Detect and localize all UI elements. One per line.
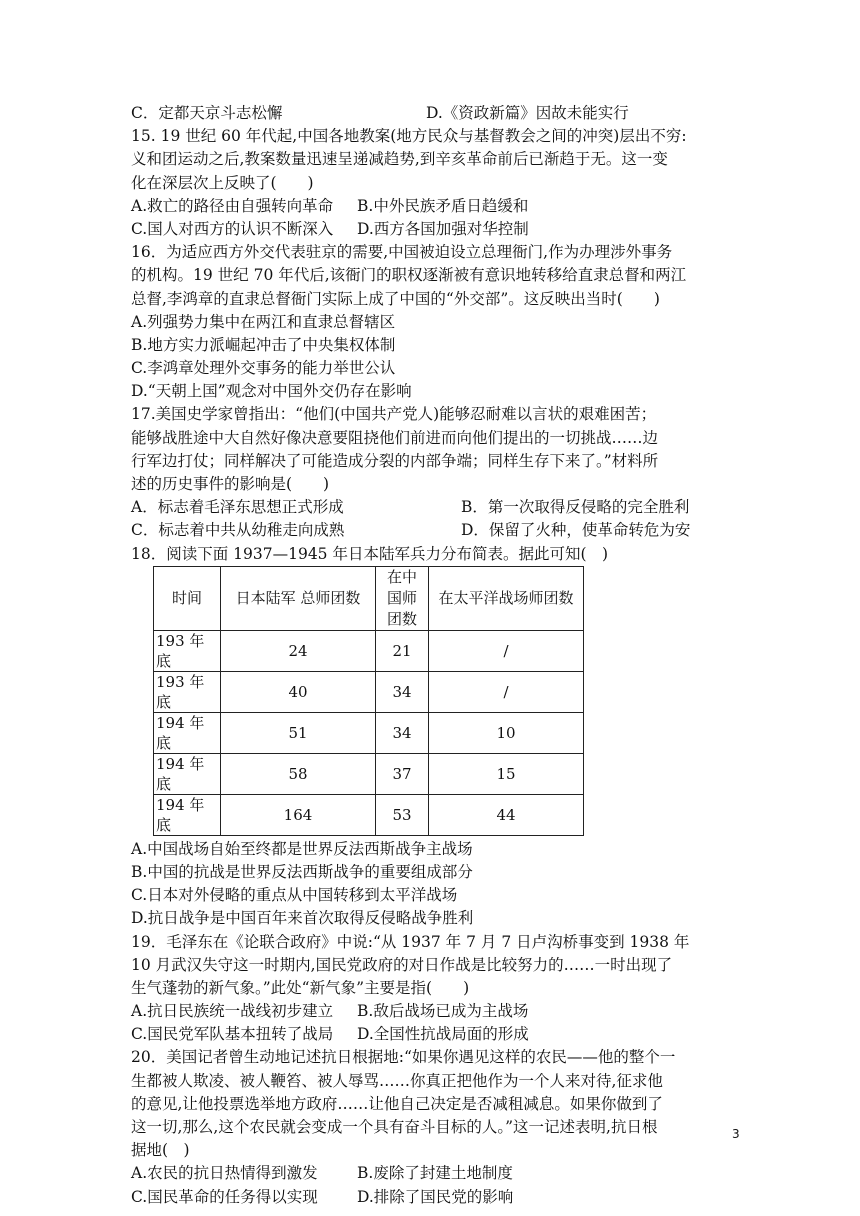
text-line: D.“天朝上国”观念对中国外交仍存在影响 [131, 382, 412, 401]
text-line: 的机构。19 世纪 70 年代后,该衙门的职权逐渐被有意识地转移给直隶总督和两江 [131, 266, 687, 285]
text-line: 述的历史事件的影响是( ) [131, 475, 330, 493]
option-text: C.国人对西方的认识不断深入 [131, 219, 334, 238]
table-cell: 53 [376, 794, 429, 835]
option-row [131, 496, 731, 519]
table-cell: 37 [376, 753, 429, 794]
question-block-top [131, 102, 731, 566]
table-cell: 194 年底 [154, 794, 221, 835]
text-line: C.日本对外侵略的重点从中国转移到太平洋战场 [131, 886, 458, 905]
table-cell: 58 [221, 753, 376, 794]
option-row [131, 519, 731, 542]
text-line: A.列强势力集中在两江和直隶总督辖区 [131, 312, 396, 331]
option-row [131, 218, 731, 241]
header-pacific-divisions: 在太平洋战场师团数 [429, 566, 584, 630]
text-line: 行军边打仗；同样解决了可能造成分裂的内部争端；同样生存下来了。”材料所 [131, 451, 659, 470]
option-text: C．标志着中共从幼稚走向成熟 [131, 521, 345, 540]
table-cell: 44 [429, 794, 584, 835]
table-row [154, 671, 584, 712]
troop-distribution-table [153, 566, 584, 836]
table-cell: 34 [376, 671, 429, 712]
page-content [131, 102, 731, 1209]
option-row [131, 102, 731, 125]
option-text: A.抗日民族统一战线初步建立 [131, 1002, 334, 1021]
option-text: D.排除了国民党的影响 [357, 1187, 514, 1206]
text-line: 这一切,那么,这个农民就会变成一个具有奋斗目标的人。”这一记述表明,抗日根 [131, 1118, 658, 1136]
table-row [154, 630, 584, 671]
page-number: 3 [732, 1127, 740, 1141]
table-row [154, 753, 584, 794]
table-row [154, 712, 584, 753]
troop-table-wrap [153, 566, 731, 836]
option-text: C.国民革命的任务得以实现 [131, 1187, 318, 1206]
question-block-bottom [131, 838, 731, 1209]
text-line: B.中国的抗战是世界反法西斯战争的重要组成部分 [131, 862, 473, 881]
option-row [131, 1000, 731, 1023]
text-line: C.李鸿章处理外交事务的能力举世公认 [131, 359, 396, 378]
option-text: B.敌后战场已成为主战场 [357, 1002, 529, 1021]
table-cell: 15 [429, 753, 584, 794]
table-row [154, 794, 584, 835]
table-cell: 24 [221, 630, 376, 671]
header-total-divisions: 日本陆军 总师团数 [221, 566, 376, 630]
table-cell: 193 年底 [154, 671, 221, 712]
option-text: C.国民党军队基本扭转了战局 [131, 1025, 334, 1044]
table-cell: / [429, 630, 584, 671]
header-china-divisions: 在中国师团数 [376, 566, 429, 630]
text-line: 15. 19 世纪 60 年代起,中国各地教案(地方民众与基督教会之间的冲突)层出不穷: [131, 127, 687, 146]
option-text: A．标志着毛泽东思想正式形成 [131, 498, 344, 517]
text-line: 生都被人欺凌、被人鞭笞、被人辱骂……你真正把他作为一个人来对待,征求他 [131, 1071, 663, 1090]
table-cell: 164 [221, 794, 376, 835]
option-text: D.全国性抗战局面的形成 [357, 1025, 529, 1044]
text-line: D.抗日战争是中国百年来首次取得反侵略战争胜利 [131, 909, 474, 928]
table-body [154, 630, 584, 835]
text-line: 16．为适应西方外交代表驻京的需要,中国被迫设立总理衙门,作为办理涉外事务 [131, 243, 673, 262]
header-time: 时间 [154, 566, 221, 630]
text-line: 生气蓬勃的新气象。”此处“新气象”主要是指( ) [131, 978, 470, 997]
text-line: 的意见,让他投票选举地方政府……让他自己决定是否减租减息。如果你做到了 [131, 1094, 663, 1113]
option-text: D.西方各国加强对华控制 [357, 219, 529, 238]
table-cell: 51 [221, 712, 376, 753]
text-line: 10 月武汉失守这一时期内,国民党政府的对日作战是比较努力的……一时出现了 [131, 955, 673, 974]
option-text: B.中外民族矛盾日趋缓和 [357, 196, 529, 215]
table-cell: 40 [221, 671, 376, 712]
text-line: 19．毛泽东在《论联合政府》中说:“从 1937 年 7 月 7 日卢沟桥事变到 1938 年 [131, 932, 690, 951]
text-line: B.地方实力派崛起冲击了中央集权体制 [131, 335, 396, 354]
option-text: D.《资政新篇》因故未能实行 [426, 104, 629, 122]
option-text: D．保留了火种，使革命转危为安 [461, 521, 691, 540]
text-line: A.中国战场自始至终都是世界反法西斯战争主战场 [131, 839, 473, 858]
table-cell: / [429, 671, 584, 712]
table-cell: 194 年底 [154, 753, 221, 794]
text-line: 18．阅读下面 1937—1945 年日本陆军兵力分布简表。据此可知( ) [131, 544, 609, 563]
text-line: 20．美国记者曾生动地记述抗日根据地:“如果你遇见这样的农民——他的整个一 [131, 1048, 676, 1067]
text-line: 能够战胜途中大自然好像决意要阻挠他们前进而向他们提出的一切挑战……边 [131, 428, 659, 447]
text-line: 17.美国史学家曾指出：“他们(中国共产党人)能够忍耐难以言状的艰难困苦； [131, 405, 657, 424]
table-header-row [154, 566, 584, 630]
option-row [131, 1023, 731, 1046]
text-line: 总督,李鸿章的直隶总督衙门实际上成了中国的“外交部”。这反映出当时( ) [131, 289, 660, 308]
table-cell: 10 [429, 712, 584, 753]
option-row [131, 1186, 731, 1209]
text-line: 据地( ) [131, 1141, 190, 1160]
table-cell: 34 [376, 712, 429, 753]
text-line: 义和团运动之后,教案数量迅速呈递减趋势,到辛亥革命前后已渐趋于无。这一变 [131, 150, 668, 169]
option-text: C．定都天京斗志松懈 [131, 104, 283, 122]
option-row [131, 195, 731, 218]
option-text: B.废除了封建土地制度 [357, 1164, 513, 1183]
option-text: A.农民的抗日热情得到激发 [131, 1164, 318, 1183]
option-row [131, 1162, 731, 1185]
option-text: B．第一次取得反侵略的完全胜利 [461, 498, 690, 517]
table-cell: 194 年底 [154, 712, 221, 753]
option-text: A.救亡的路径由自强转向革命 [131, 196, 334, 215]
table-cell: 193 年底 [154, 630, 221, 671]
text-line: 化在深层次上反映了( ) [131, 173, 314, 192]
table-cell: 21 [376, 630, 429, 671]
